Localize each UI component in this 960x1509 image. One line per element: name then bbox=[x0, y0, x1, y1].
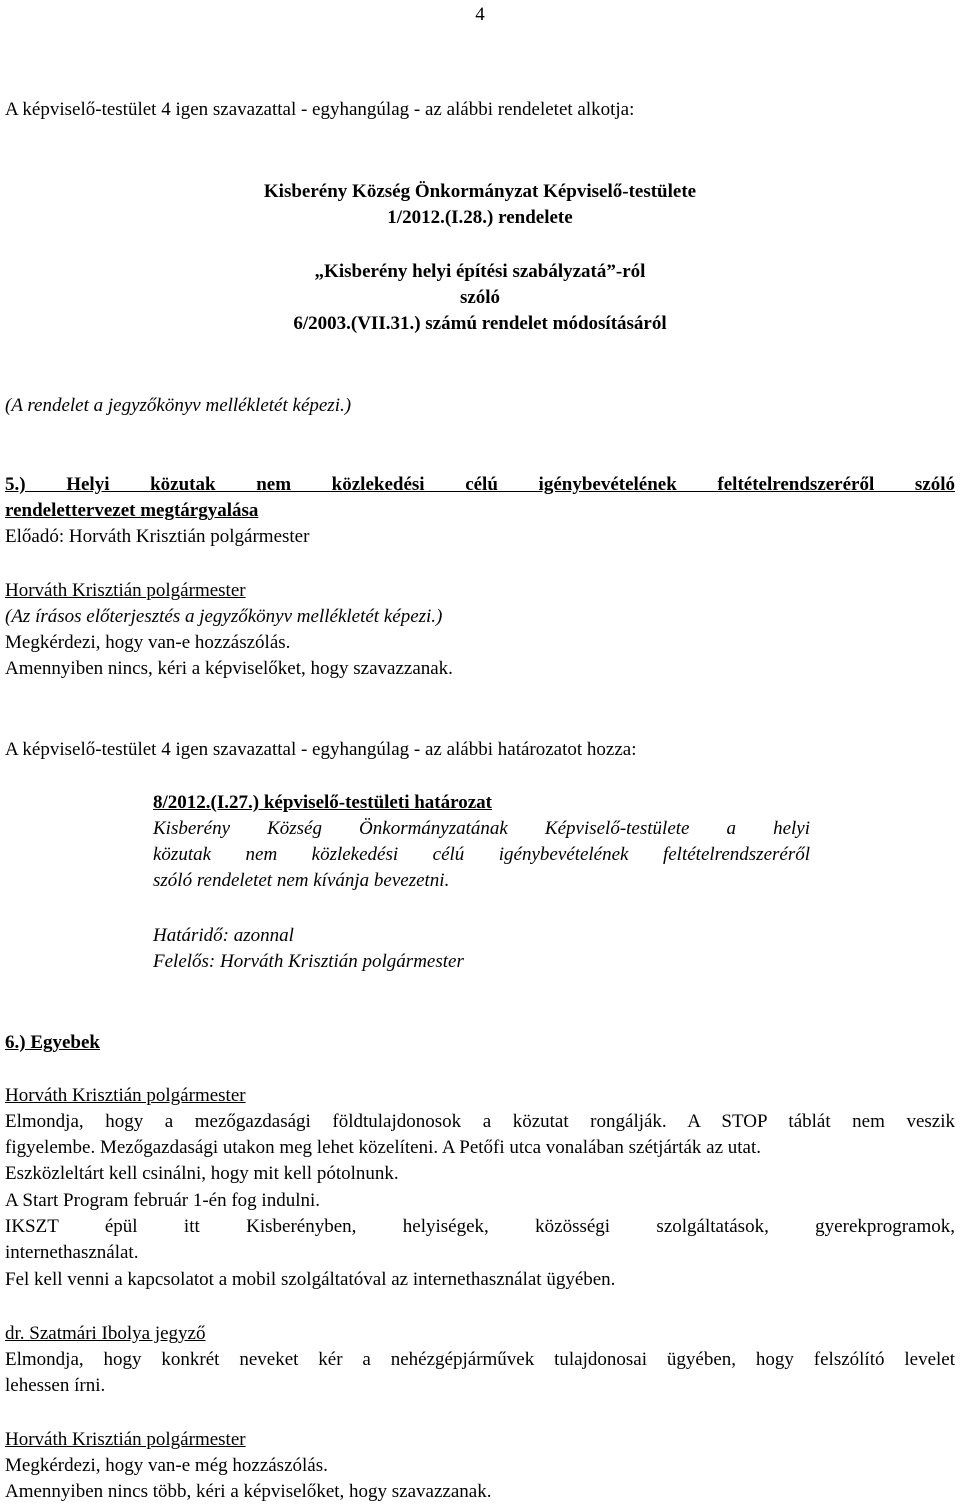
item5-title-line1: 5.) Helyi közutak nem közlekedési célú igénybevételének feltételrendszeréről szóló bbox=[5, 474, 955, 495]
item5-note: (Az írásos előterjesztés a jegyzőkönyv mellékletét képezi.) bbox=[5, 606, 443, 627]
item6-p1-line1: Elmondja, hogy a mezőgazdasági földtulajdonosok a közutat rongálják. A STOP táblát nem veszik bbox=[5, 1111, 955, 1132]
item6-speaker2: dr. Szatmári Ibolya jegyző bbox=[5, 1323, 206, 1344]
item6-p2-line1: Elmondja, hogy konkrét neveket kér a nehézgépjárművek tulajdonosai ügyében, hogy felszólító levelet bbox=[5, 1349, 955, 1370]
item6-p2-line2: lehessen írni. bbox=[5, 1375, 106, 1396]
resolution-text-line2: közutak nem közlekedési célú igénybevételének feltételrendszeréről bbox=[153, 844, 810, 865]
decree-number: 1/2012.(I.28.) rendelete bbox=[387, 207, 573, 228]
item6-p3-line2: Amennyiben nincs több, kéri a képviselőket, hogy szavazzanak. bbox=[5, 1481, 492, 1502]
decree-szolo: szóló bbox=[459, 287, 501, 308]
item6-title: 6.) Egyebek bbox=[5, 1032, 100, 1053]
item5-title-line2: rendelettervezet megtárgyalása bbox=[5, 500, 259, 521]
item6-speaker1: Horváth Krisztián polgármester bbox=[5, 1085, 246, 1106]
item6-p1-line6: internethasználat. bbox=[5, 1242, 139, 1263]
item6-p1-line2: figyelembe. Mezőgazdasági utakon meg lehet közelíteni. A Petőfi utca vonalában szétjárták az utat. bbox=[5, 1137, 762, 1158]
item5-question: Megkérdezi, hogy van-e hozzászólás. bbox=[5, 632, 291, 653]
resolution-text-line3: szóló rendeletet nem kívánja bevezetni. bbox=[153, 870, 450, 891]
item5-vote-result: A képviselő-testület 4 igen szavazattal - egyhangúlag - az alábbi határozatot hozza: bbox=[5, 739, 637, 760]
resolution-text-line1: Kisberény Község Önkormányzatának Képviselő-testülete a helyi bbox=[153, 818, 810, 839]
resolution-title: 8/2012.(I.27.) képviselő-testületi határozat bbox=[153, 792, 492, 813]
decree-note: (A rendelet a jegyzőkönyv mellékletét képezi.) bbox=[5, 395, 352, 416]
item5-speaker: Horváth Krisztián polgármester bbox=[5, 580, 246, 601]
intro-vote: A képviselő-testület 4 igen szavazattal - egyhangúlag - az alábbi rendeletet alkotja: bbox=[5, 99, 635, 120]
item6-p1-line3: Eszközleltárt kell csinálni, hogy mit kell pótolnunk. bbox=[5, 1163, 399, 1184]
item5-vote-call: Amennyiben nincs, kéri a képviselőket, hogy szavazzanak. bbox=[5, 658, 453, 679]
item6-p1-line5: IKSZT épül itt Kisberényben, helyiségek, közösségi szolgáltatások, gyerekprogramok, bbox=[5, 1216, 955, 1237]
decree-issuer: Kisberény Község Önkormányzat Képviselő-testülete bbox=[263, 181, 697, 202]
resolution-responsible: Felelős: Horváth Krisztián polgármester bbox=[153, 951, 464, 972]
item6-speaker3: Horváth Krisztián polgármester bbox=[5, 1429, 246, 1450]
item6-p1-line7: Fel kell venni a kapcsolatot a mobil szolgáltatóval az internethasználat ügyében. bbox=[5, 1269, 616, 1290]
decree-subject: „Kisberény helyi építési szabályzatá”-ról bbox=[314, 261, 646, 282]
decree-amended: 6/2003.(VII.31.) számú rendelet módosításáról bbox=[293, 313, 667, 334]
item6-p1-line4: A Start Program február 1-én fog indulni. bbox=[5, 1190, 321, 1211]
resolution-deadline: Határidő: azonnal bbox=[153, 925, 294, 946]
item6-p3-line1: Megkérdezi, hogy van-e még hozzászólás. bbox=[5, 1455, 328, 1476]
item5-presenter: Előadó: Horváth Krisztián polgármester bbox=[5, 526, 310, 547]
page-number: 4 bbox=[475, 4, 485, 25]
